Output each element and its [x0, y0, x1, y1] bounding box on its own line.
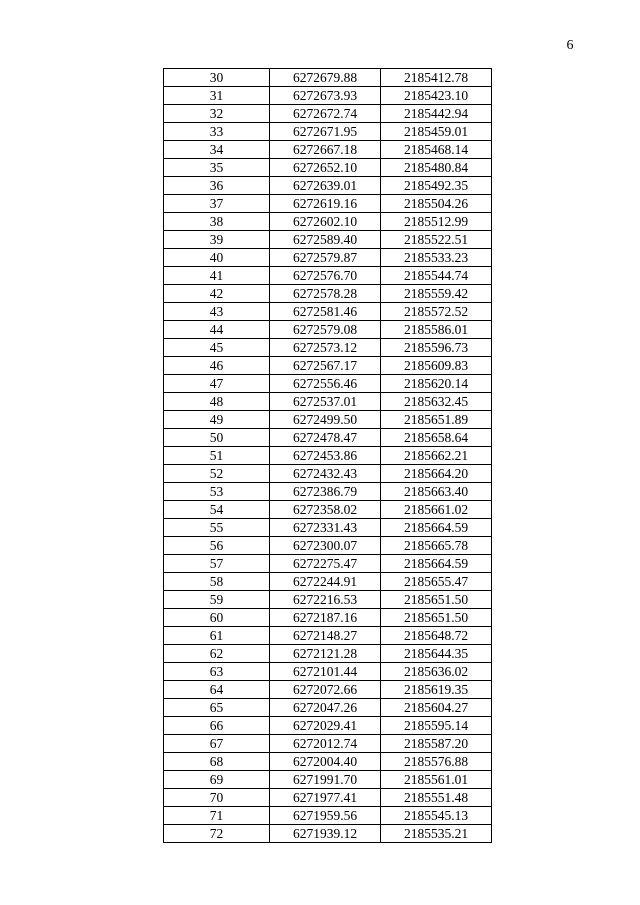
table-row	[164, 717, 492, 735]
table-row	[164, 339, 492, 357]
x-coordinate-cell: 6272652.10	[270, 159, 381, 177]
y-coordinate-cell: 2185545.13	[381, 807, 492, 825]
y-coordinate-cell: 2185655.47	[381, 573, 492, 591]
x-coordinate-cell: 6272639.01	[270, 177, 381, 195]
y-coordinate-cell: 2185533.23	[381, 249, 492, 267]
point-number-cell: 43	[164, 303, 270, 321]
table-row	[164, 753, 492, 771]
x-coordinate-cell: 6272121.28	[270, 645, 381, 663]
table-row	[164, 501, 492, 519]
y-coordinate-cell: 2185636.02	[381, 663, 492, 681]
table-row	[164, 465, 492, 483]
point-number-cell: 71	[164, 807, 270, 825]
y-coordinate-cell: 2185596.73	[381, 339, 492, 357]
x-coordinate-cell: 6272216.53	[270, 591, 381, 609]
point-number-cell: 72	[164, 825, 270, 843]
y-coordinate-cell: 2185572.52	[381, 303, 492, 321]
point-number-cell: 48	[164, 393, 270, 411]
point-number-cell: 37	[164, 195, 270, 213]
y-coordinate-cell: 2185661.02	[381, 501, 492, 519]
point-number-cell: 54	[164, 501, 270, 519]
table-row	[164, 789, 492, 807]
x-coordinate-cell: 6272567.17	[270, 357, 381, 375]
table-row	[164, 231, 492, 249]
point-number-cell: 32	[164, 105, 270, 123]
y-coordinate-cell: 2185587.20	[381, 735, 492, 753]
table-row	[164, 195, 492, 213]
point-number-cell: 55	[164, 519, 270, 537]
x-coordinate-cell: 6272679.88	[270, 69, 381, 87]
y-coordinate-cell: 2185609.83	[381, 357, 492, 375]
point-number-cell: 62	[164, 645, 270, 663]
point-number-cell: 46	[164, 357, 270, 375]
table-row	[164, 249, 492, 267]
x-coordinate-cell: 6272386.79	[270, 483, 381, 501]
y-coordinate-cell: 2185459.01	[381, 123, 492, 141]
x-coordinate-cell: 6272029.41	[270, 717, 381, 735]
table-row	[164, 375, 492, 393]
point-number-cell: 69	[164, 771, 270, 789]
x-coordinate-cell: 6272300.07	[270, 537, 381, 555]
table-row	[164, 771, 492, 789]
table-row	[164, 213, 492, 231]
point-number-cell: 51	[164, 447, 270, 465]
x-coordinate-cell: 6272537.01	[270, 393, 381, 411]
y-coordinate-cell: 2185522.51	[381, 231, 492, 249]
point-number-cell: 52	[164, 465, 270, 483]
point-number-cell: 30	[164, 69, 270, 87]
x-coordinate-cell: 6272244.91	[270, 573, 381, 591]
point-number-cell: 40	[164, 249, 270, 267]
table-row	[164, 303, 492, 321]
x-coordinate-cell: 6272072.66	[270, 681, 381, 699]
y-coordinate-cell: 2185551.48	[381, 789, 492, 807]
table-row	[164, 321, 492, 339]
point-number-cell: 36	[164, 177, 270, 195]
point-number-cell: 45	[164, 339, 270, 357]
y-coordinate-cell: 2185412.78	[381, 69, 492, 87]
y-coordinate-cell: 2185651.50	[381, 609, 492, 627]
y-coordinate-cell: 2185504.26	[381, 195, 492, 213]
table-row	[164, 663, 492, 681]
y-coordinate-cell: 2185662.21	[381, 447, 492, 465]
point-number-cell: 41	[164, 267, 270, 285]
table-row	[164, 447, 492, 465]
table-row	[164, 393, 492, 411]
x-coordinate-cell: 6272499.50	[270, 411, 381, 429]
x-coordinate-cell: 6271977.41	[270, 789, 381, 807]
table-row	[164, 177, 492, 195]
page-number: 6	[566, 38, 574, 53]
y-coordinate-cell: 2185648.72	[381, 627, 492, 645]
x-coordinate-cell: 6272012.74	[270, 735, 381, 753]
y-coordinate-cell: 2185535.21	[381, 825, 492, 843]
y-coordinate-cell: 2185442.94	[381, 105, 492, 123]
table-row	[164, 69, 492, 87]
y-coordinate-cell: 2185586.01	[381, 321, 492, 339]
y-coordinate-cell: 2185632.45	[381, 393, 492, 411]
x-coordinate-cell: 6271939.12	[270, 825, 381, 843]
x-coordinate-cell: 6272673.93	[270, 87, 381, 105]
y-coordinate-cell: 2185561.01	[381, 771, 492, 789]
point-number-cell: 58	[164, 573, 270, 591]
x-coordinate-cell: 6272453.86	[270, 447, 381, 465]
point-number-cell: 50	[164, 429, 270, 447]
point-number-cell: 34	[164, 141, 270, 159]
point-number-cell: 39	[164, 231, 270, 249]
point-number-cell: 35	[164, 159, 270, 177]
table-row	[164, 645, 492, 663]
point-number-cell: 33	[164, 123, 270, 141]
point-number-cell: 44	[164, 321, 270, 339]
x-coordinate-cell: 6272667.18	[270, 141, 381, 159]
table-row	[164, 681, 492, 699]
table-row	[164, 105, 492, 123]
point-number-cell: 49	[164, 411, 270, 429]
table-row	[164, 609, 492, 627]
x-coordinate-cell: 6272358.02	[270, 501, 381, 519]
y-coordinate-cell: 2185665.78	[381, 537, 492, 555]
y-coordinate-cell: 2185651.50	[381, 591, 492, 609]
y-coordinate-cell: 2185544.74	[381, 267, 492, 285]
point-number-cell: 64	[164, 681, 270, 699]
point-number-cell: 42	[164, 285, 270, 303]
table-row	[164, 285, 492, 303]
table-row	[164, 429, 492, 447]
point-number-cell: 65	[164, 699, 270, 717]
table-row	[164, 123, 492, 141]
table-row	[164, 627, 492, 645]
x-coordinate-cell: 6272275.47	[270, 555, 381, 573]
x-coordinate-cell: 6272432.43	[270, 465, 381, 483]
x-coordinate-cell: 6272589.40	[270, 231, 381, 249]
x-coordinate-cell: 6272671.95	[270, 123, 381, 141]
y-coordinate-cell: 2185619.35	[381, 681, 492, 699]
table-row	[164, 573, 492, 591]
y-coordinate-cell: 2185620.14	[381, 375, 492, 393]
x-coordinate-cell: 6272578.28	[270, 285, 381, 303]
table-row	[164, 735, 492, 753]
y-coordinate-cell: 2185595.14	[381, 717, 492, 735]
x-coordinate-cell: 6272672.74	[270, 105, 381, 123]
point-number-cell: 57	[164, 555, 270, 573]
y-coordinate-cell: 2185664.59	[381, 519, 492, 537]
coordinates-table	[163, 68, 492, 843]
table-row	[164, 357, 492, 375]
y-coordinate-cell: 2185658.64	[381, 429, 492, 447]
table-row	[164, 807, 492, 825]
y-coordinate-cell: 2185492.35	[381, 177, 492, 195]
y-coordinate-cell: 2185664.59	[381, 555, 492, 573]
x-coordinate-cell: 6272619.16	[270, 195, 381, 213]
coordinates-table-body	[164, 69, 492, 843]
y-coordinate-cell: 2185663.40	[381, 483, 492, 501]
x-coordinate-cell: 6272478.47	[270, 429, 381, 447]
x-coordinate-cell: 6272101.44	[270, 663, 381, 681]
x-coordinate-cell: 6272004.40	[270, 753, 381, 771]
table-row	[164, 141, 492, 159]
table-row	[164, 267, 492, 285]
x-coordinate-cell: 6272579.87	[270, 249, 381, 267]
point-number-cell: 68	[164, 753, 270, 771]
x-coordinate-cell: 6272579.08	[270, 321, 381, 339]
x-coordinate-cell: 6272331.43	[270, 519, 381, 537]
table-row	[164, 591, 492, 609]
y-coordinate-cell: 2185512.99	[381, 213, 492, 231]
point-number-cell: 66	[164, 717, 270, 735]
point-number-cell: 38	[164, 213, 270, 231]
y-coordinate-cell: 2185468.14	[381, 141, 492, 159]
y-coordinate-cell: 2185644.35	[381, 645, 492, 663]
point-number-cell: 63	[164, 663, 270, 681]
point-number-cell: 67	[164, 735, 270, 753]
x-coordinate-cell: 6272556.46	[270, 375, 381, 393]
x-coordinate-cell: 6272581.46	[270, 303, 381, 321]
point-number-cell: 53	[164, 483, 270, 501]
y-coordinate-cell: 2185604.27	[381, 699, 492, 717]
table-row	[164, 825, 492, 843]
point-number-cell: 60	[164, 609, 270, 627]
table-row	[164, 699, 492, 717]
table-row	[164, 555, 492, 573]
table-row	[164, 411, 492, 429]
table-row	[164, 483, 492, 501]
y-coordinate-cell: 2185651.89	[381, 411, 492, 429]
x-coordinate-cell: 6272148.27	[270, 627, 381, 645]
x-coordinate-cell: 6271991.70	[270, 771, 381, 789]
table-row	[164, 87, 492, 105]
point-number-cell: 61	[164, 627, 270, 645]
point-number-cell: 59	[164, 591, 270, 609]
table-row	[164, 537, 492, 555]
x-coordinate-cell: 6272576.70	[270, 267, 381, 285]
y-coordinate-cell: 2185480.84	[381, 159, 492, 177]
y-coordinate-cell: 2185576.88	[381, 753, 492, 771]
point-number-cell: 56	[164, 537, 270, 555]
x-coordinate-cell: 6272047.26	[270, 699, 381, 717]
x-coordinate-cell: 6272602.10	[270, 213, 381, 231]
table-row	[164, 519, 492, 537]
y-coordinate-cell: 2185559.42	[381, 285, 492, 303]
y-coordinate-cell: 2185423.10	[381, 87, 492, 105]
x-coordinate-cell: 6271959.56	[270, 807, 381, 825]
x-coordinate-cell: 6272573.12	[270, 339, 381, 357]
point-number-cell: 31	[164, 87, 270, 105]
table-row	[164, 159, 492, 177]
y-coordinate-cell: 2185664.20	[381, 465, 492, 483]
point-number-cell: 47	[164, 375, 270, 393]
x-coordinate-cell: 6272187.16	[270, 609, 381, 627]
point-number-cell: 70	[164, 789, 270, 807]
